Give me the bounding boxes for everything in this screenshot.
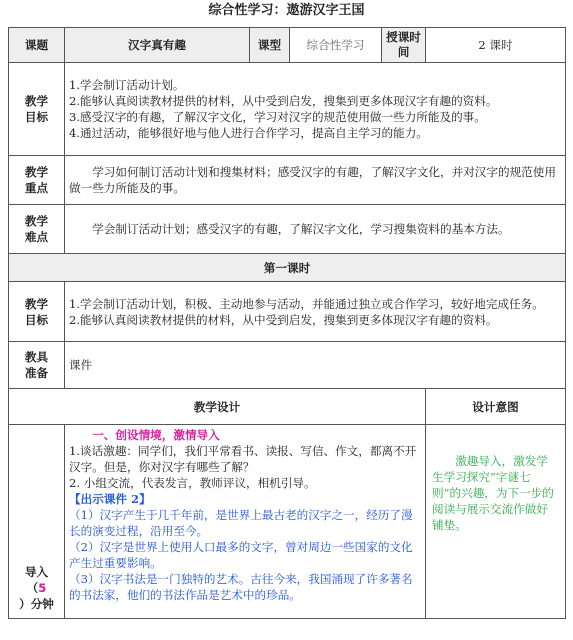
hours-label: 授课时间 [382,28,426,63]
tools-value: 课件 [65,342,566,389]
document-title: 综合性学习：遨游汉字王国 [208,3,365,18]
design-content-row [9,425,566,619]
paragraph: 1.谈话激趣：同学们，我们平常看书、读报、写信、作文，都离不开汉字。但是，你对汉字有哪些了解？ [69,444,417,474]
lesson-heading: 第一课时 [9,254,566,282]
paragraph: 2. 小组交流，代表发言，教师评议，相机引导。 [69,476,316,490]
lesson-objective-item: 1.学会制订活动计划，积极、主动地参与活动，并能通过独立或合作学习，较好地完成任务。 [69,296,544,311]
header-row [9,28,566,63]
objective-item: 2.能够认真阅读教材提供的材料，从中受到启发，搜集到更多体现汉字有趣的资料。 [69,94,498,108]
hours-value: 2 课时 [426,28,566,63]
objective-item: 4.通过活动，能够很好地与他人进行合作学习，提高自主学习的能力。 [69,126,428,140]
stage-label: 导入 （5 ）分钟 [9,425,65,619]
design-intent: 激趣导入，激发学生学习探究“字谜七则”的兴趣，为下一步的阅读与展示交流作做好铺垫。 [426,425,566,619]
stage-minutes: 5 [38,581,47,595]
tools-label: 教具准备 [9,342,65,389]
lesson-plan-table [8,27,566,619]
difficulties-row [9,205,566,254]
courseware-item: （2）汉字是世界上使用人口最多的文字，曾对周边一些国家的文化产生过重要影响。 [69,540,413,570]
lesson-objectives-label: 教学目标 [9,282,65,342]
objective-item: 3.感受汉字的有趣，了解汉字文化，学习对汉字的规范使用做一些力所能及的事。 [69,110,486,124]
type-value: 综合性学习 [290,28,382,63]
courseware-item: （3）汉字书法是一门独特的艺术。古往今来，我国涌现了许多著名的书法家，他们的书法作品是艺术中的珍品。 [69,572,413,602]
design-content [65,425,426,619]
difficulties-label: 教学难点 [9,205,65,254]
course-value: 汉字真有趣 [65,28,250,63]
course-label: 课题 [9,28,65,63]
difficulties-text: 学会制订活动计划；感受汉字的有趣，了解汉字文化，学习搜集资料的基本方法。 [65,205,566,254]
lesson-heading-row [9,254,566,282]
courseware-item: （1）汉字产生于几千年前，是世界上最古老的汉字之一，经历了漫长的演变过程，沿用至今。 [69,508,413,538]
type-label: 课型 [250,28,290,63]
lesson-objectives-row [9,282,566,342]
courseware-tag: 【出示课件 2】 [69,492,151,506]
lesson-objectives-list [65,282,566,342]
lesson-objective-item: 2.能够认真阅读教材提供的材料，从中受到启发，搜集到更多体现汉字有趣的资料。 [69,312,498,327]
objectives-row [9,63,566,156]
key-points-text: 学习如何制订活动计划和搜集材料；感受汉字的有趣，了解汉字文化，并对汉字的规范使用做一些力所能及的事。 [65,156,566,205]
key-points-row [9,156,566,205]
objectives-label: 教学目标 [9,63,65,156]
tools-row [9,342,566,389]
objective-item: 1.学会制订活动计划。 [69,78,185,92]
design-heading: 教学设计 [9,389,426,425]
key-points-label: 教学重点 [9,156,65,205]
section-title: 一、创设情境，激情导入 [92,428,220,442]
intent-heading: 设计意图 [426,389,566,425]
design-heading-row [9,389,566,425]
objectives-list [65,63,566,156]
